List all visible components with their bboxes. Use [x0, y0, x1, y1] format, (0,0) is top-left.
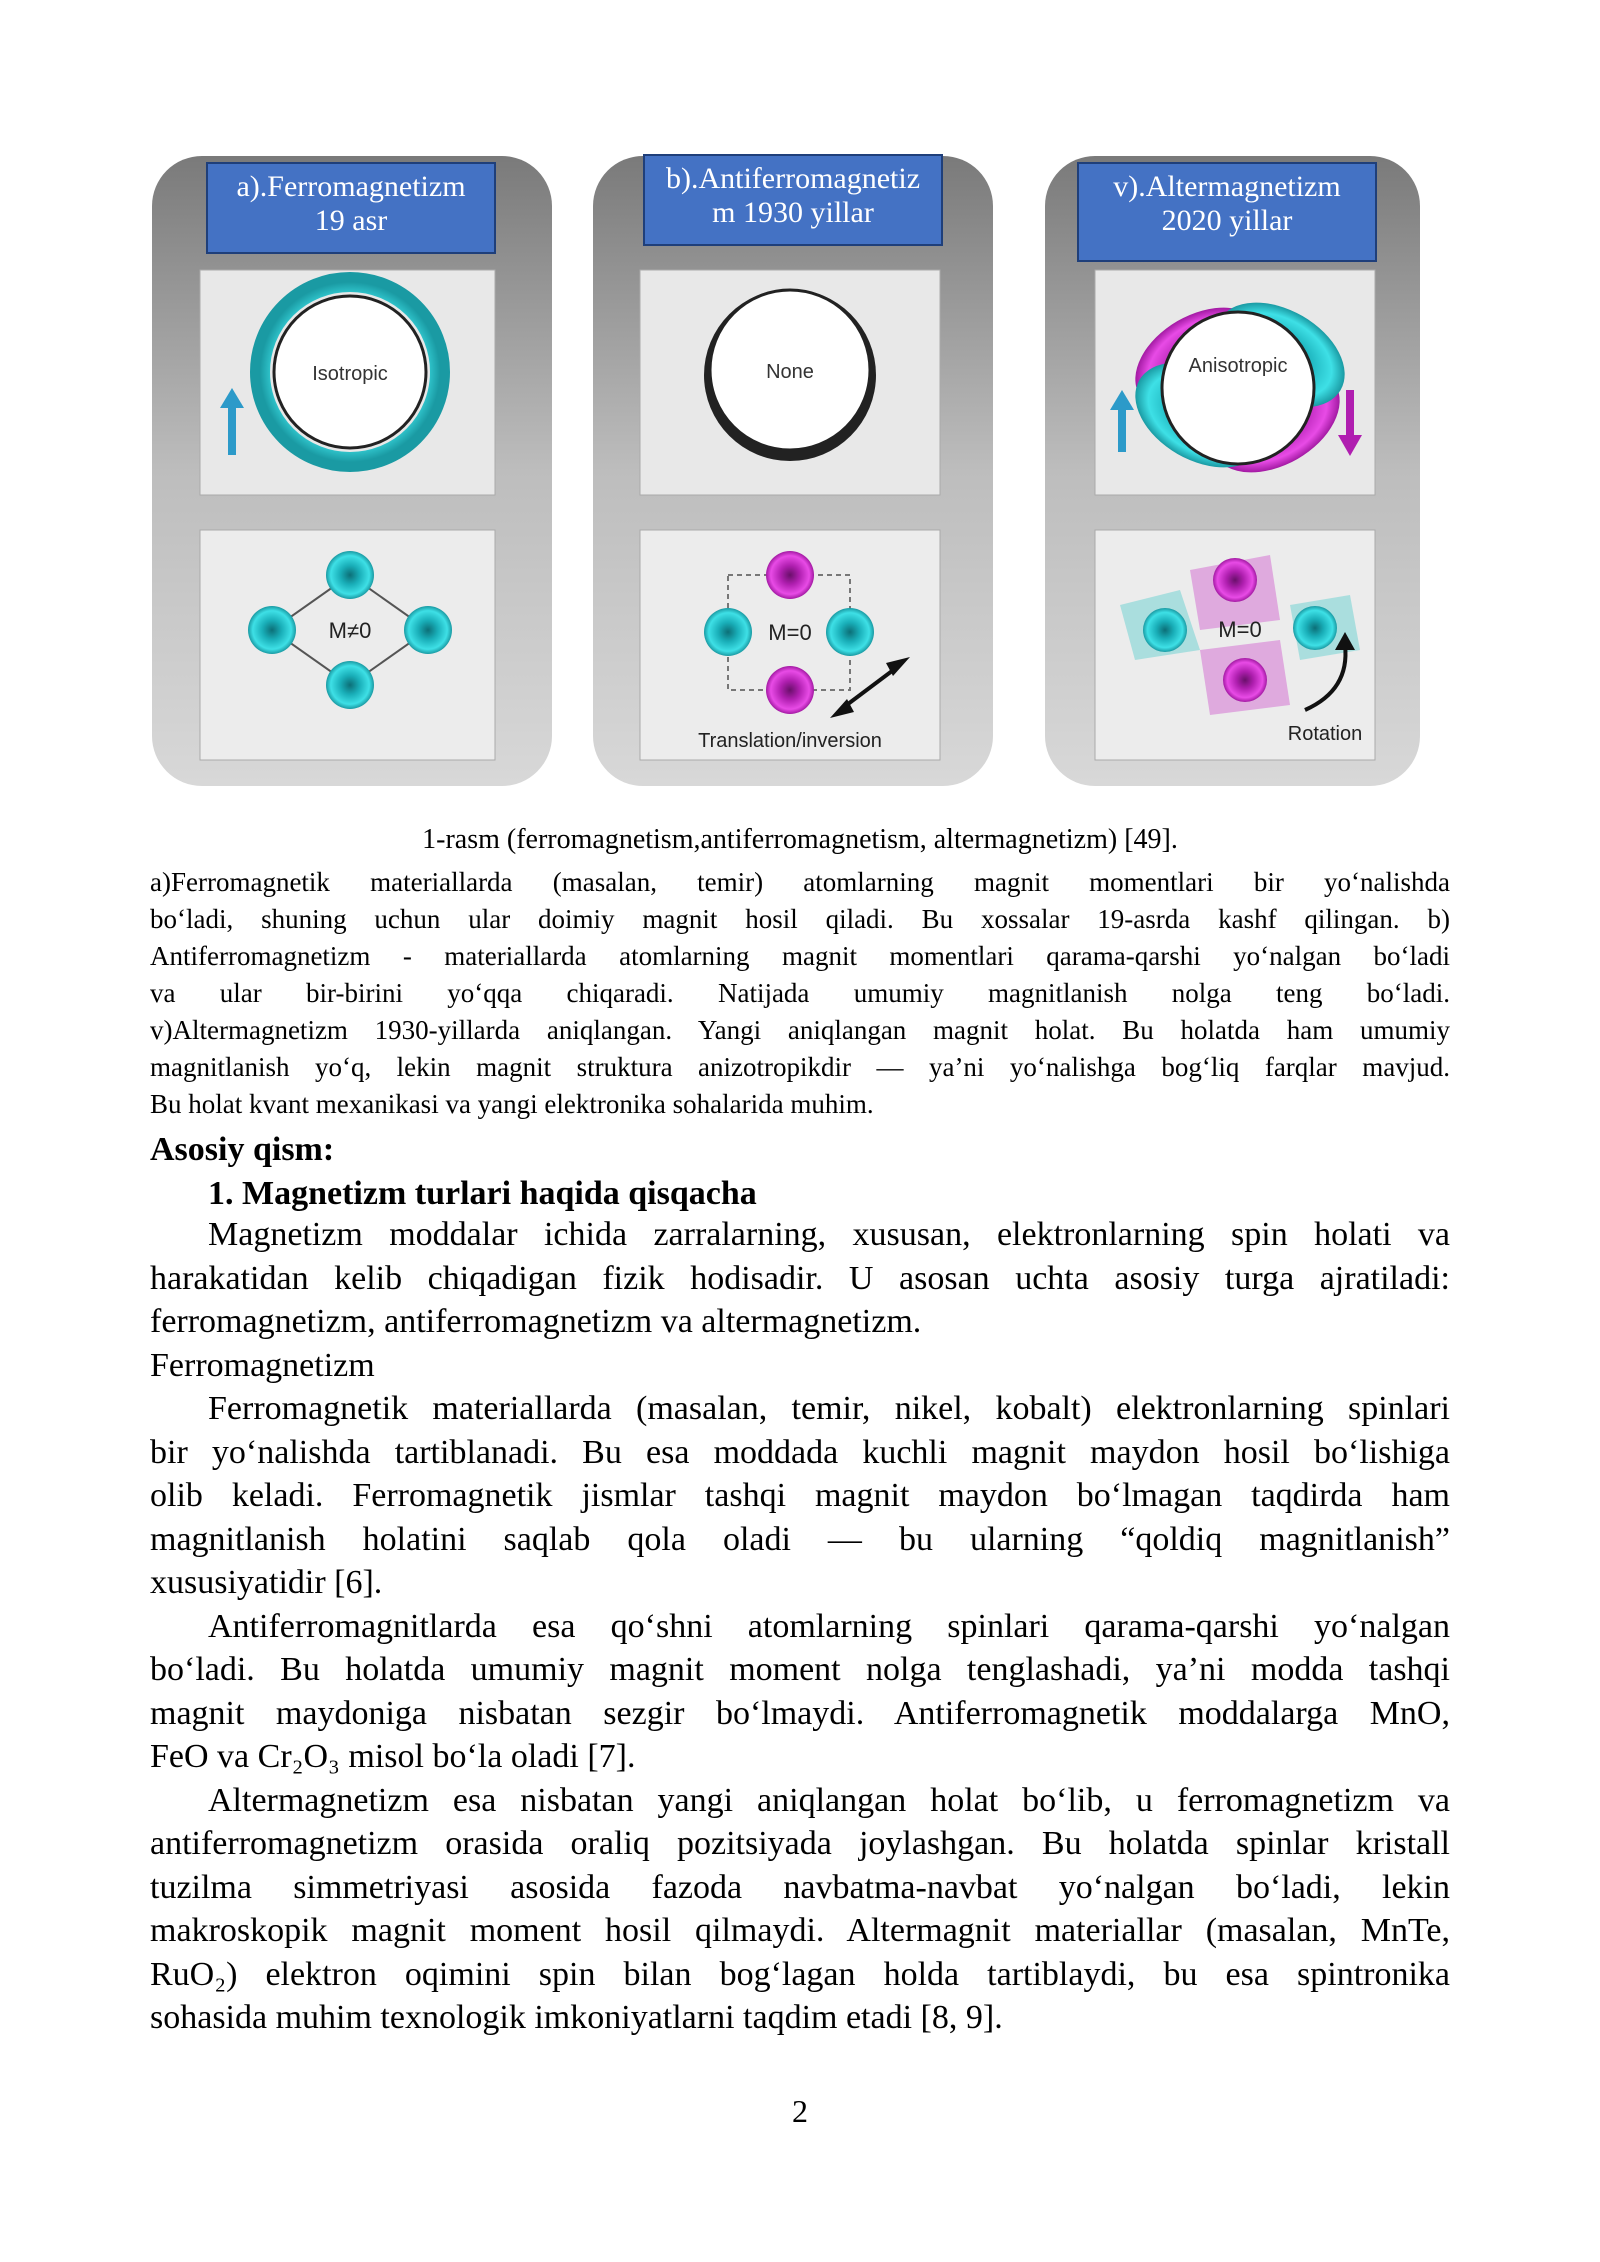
paragraph-line: ferromagnetizm, antiferromagnetizm va altermagnetizm.: [150, 1303, 922, 1340]
heading-section-1: 1. Magnetizm turlari haqida qisqacha: [208, 1175, 757, 1212]
paragraph-line: Antiferromagnitlarda esa qo‘shni atomlarning spinlari qarama-qarshi yo‘nalgan: [208, 1607, 1450, 1645]
paragraph-line: harakatidan kelib chiqadigan fizik hodisadir. U asosan uchta asosiy turga ajratiladi:: [150, 1259, 1450, 1297]
atom-cyan: [704, 608, 752, 656]
paragraph-line: magnit maydoniga nisbatan sezgir bo‘lmaydi. Antiferromagnetik moddalarga MnO,: [150, 1694, 1450, 1732]
atom-magenta: [1223, 658, 1267, 702]
label-none: None: [766, 361, 814, 383]
atom-magenta: [766, 551, 814, 599]
paragraph-line: FeO va Cr₂O₃ misol bo‘la oladi [7].: [150, 1738, 636, 1775]
paragraph-line: RuO₂) elektron oqimini spin bilan bog‘lagan holda tartiblaydi, bu esa spintronika: [150, 1955, 1450, 1993]
caption-line: Bu holat kvant mexanikasi va yangi elektronika sohalarida muhim.: [150, 1089, 874, 1119]
label-rotation: Rotation: [1287, 723, 1363, 745]
label-isotropic: Isotropic: [312, 363, 388, 385]
figure-caption-title: 1-rasm (ferromagnetism,antiferromagnetism, altermagnetizm) [49].: [422, 824, 1178, 855]
atom-cyan: [326, 661, 374, 709]
paragraph-line: olib keladi. Ferromagnetik jismlar tashqi magnit maydon bo‘lmagan taqdirda ham: [150, 1477, 1450, 1514]
paragraph-line: magnitlanish holatini saqlab qola oladi — bu ularning “qoldiq magnitlanish”: [150, 1520, 1450, 1558]
atom-cyan: [1293, 606, 1337, 650]
caption-line: a)Ferromagnetik materiallarda (masalan, temir) atomlarning magnit momentlari bir yo‘nalishda: [150, 867, 1450, 897]
label-anisotropic: Anisotropic: [1188, 355, 1288, 377]
label-m-a: M≠0: [328, 618, 372, 643]
paragraph-line: tuzilma simmetriyasi asosida fazoda navbatma-navbat yo‘nalgan bo‘ladi, lekin: [150, 1868, 1450, 1906]
label-translation: Translation/inversion: [698, 730, 882, 752]
atom-cyan: [326, 551, 374, 599]
figure-caption: [150, 864, 1450, 1123]
atom-cyan: [248, 606, 296, 654]
label-box-a: a).Ferromagnetizm 19 asr: [206, 162, 496, 254]
caption-line: magnitlanish yo‘q, lekin magnit struktura anizotropikdir — ya’ni yo‘nalishga bog‘liq farqlar mavjud.: [150, 1052, 1450, 1082]
label-m-b: M=0: [768, 620, 812, 645]
paragraph-line: bir yo‘nalishda tartiblanadi. Bu esa moddada kuchli magnit maydon hosil bo‘lishiga: [150, 1433, 1450, 1471]
body-text: [150, 1213, 1450, 2040]
page-number: 2: [792, 2093, 808, 2129]
heading-main: Asosiy qism:: [150, 1131, 335, 1168]
paragraph-line: xususiyatidir [6].: [150, 1564, 383, 1601]
caption-line: Antiferromagnetizm - materiallarda atomlarning magnit momentlari qarama-qarshi yo‘nalgan bo‘ladi: [150, 941, 1450, 971]
caption-line: va ular bir-birini yo‘qqa chiqaradi. Natijada umumiy magnitlanish nolga teng bo‘ladi.: [150, 978, 1450, 1008]
subheading-ferromagnetizm: Ferromagnetizm: [150, 1346, 375, 1384]
label-box-v: v).Altermagnetizm 2020 yillar: [1077, 162, 1377, 262]
paragraph-line: antiferromagnetizm orasida oraliq pozitsiyada joylashgan. Bu holatda spinlar kristall: [150, 1825, 1450, 1862]
paragraph-line: Magnetizm moddalar ichida zarralarning, xususan, elektronlarning spin holati va: [208, 1216, 1450, 1253]
paragraph-line: Ferromagnetik materiallarda (masalan, temir, nikel, kobalt) elektronlarning spinlari: [208, 1390, 1450, 1427]
atom-cyan: [404, 606, 452, 654]
atom-magenta: [1213, 558, 1257, 602]
caption-line: v)Altermagnetizm 1930-yillarda aniqlangan. Yangi aniqlangan magnit holat. Bu holatda ham umumiy: [150, 1015, 1450, 1045]
label-box-b: b).Antiferromagnetiz m 1930 yillar: [643, 154, 943, 246]
paragraph-line: sohasida muhim texnologik imkoniyatlarni taqdim etadi [8, 9].: [150, 1999, 1003, 2036]
atom-magenta: [766, 666, 814, 714]
paragraph-line: Altermagnetizm esa nisbatan yangi aniqlangan holat bo‘lib, u ferromagnetizm va: [208, 1781, 1450, 1819]
paragraph-line: bo‘ladi. Bu holatda umumiy magnit moment nolga tenglashadi, ya’ni modda tashqi: [150, 1651, 1450, 1688]
figure-magnetism-types: [150, 150, 1420, 790]
atom-cyan: [1143, 608, 1187, 652]
paragraph-line: makroskopik magnit moment hosil qilmaydi. Altermagnit materiallar (masalan, MnTe,: [150, 1912, 1450, 1949]
label-m-v: M=0: [1218, 617, 1262, 642]
caption-line: bo‘ladi, shuning uchun ular doimiy magnit hosil qiladi. Bu xossalar 19-asrda kashf qilingan. b): [150, 904, 1450, 934]
atom-cyan: [826, 608, 874, 656]
